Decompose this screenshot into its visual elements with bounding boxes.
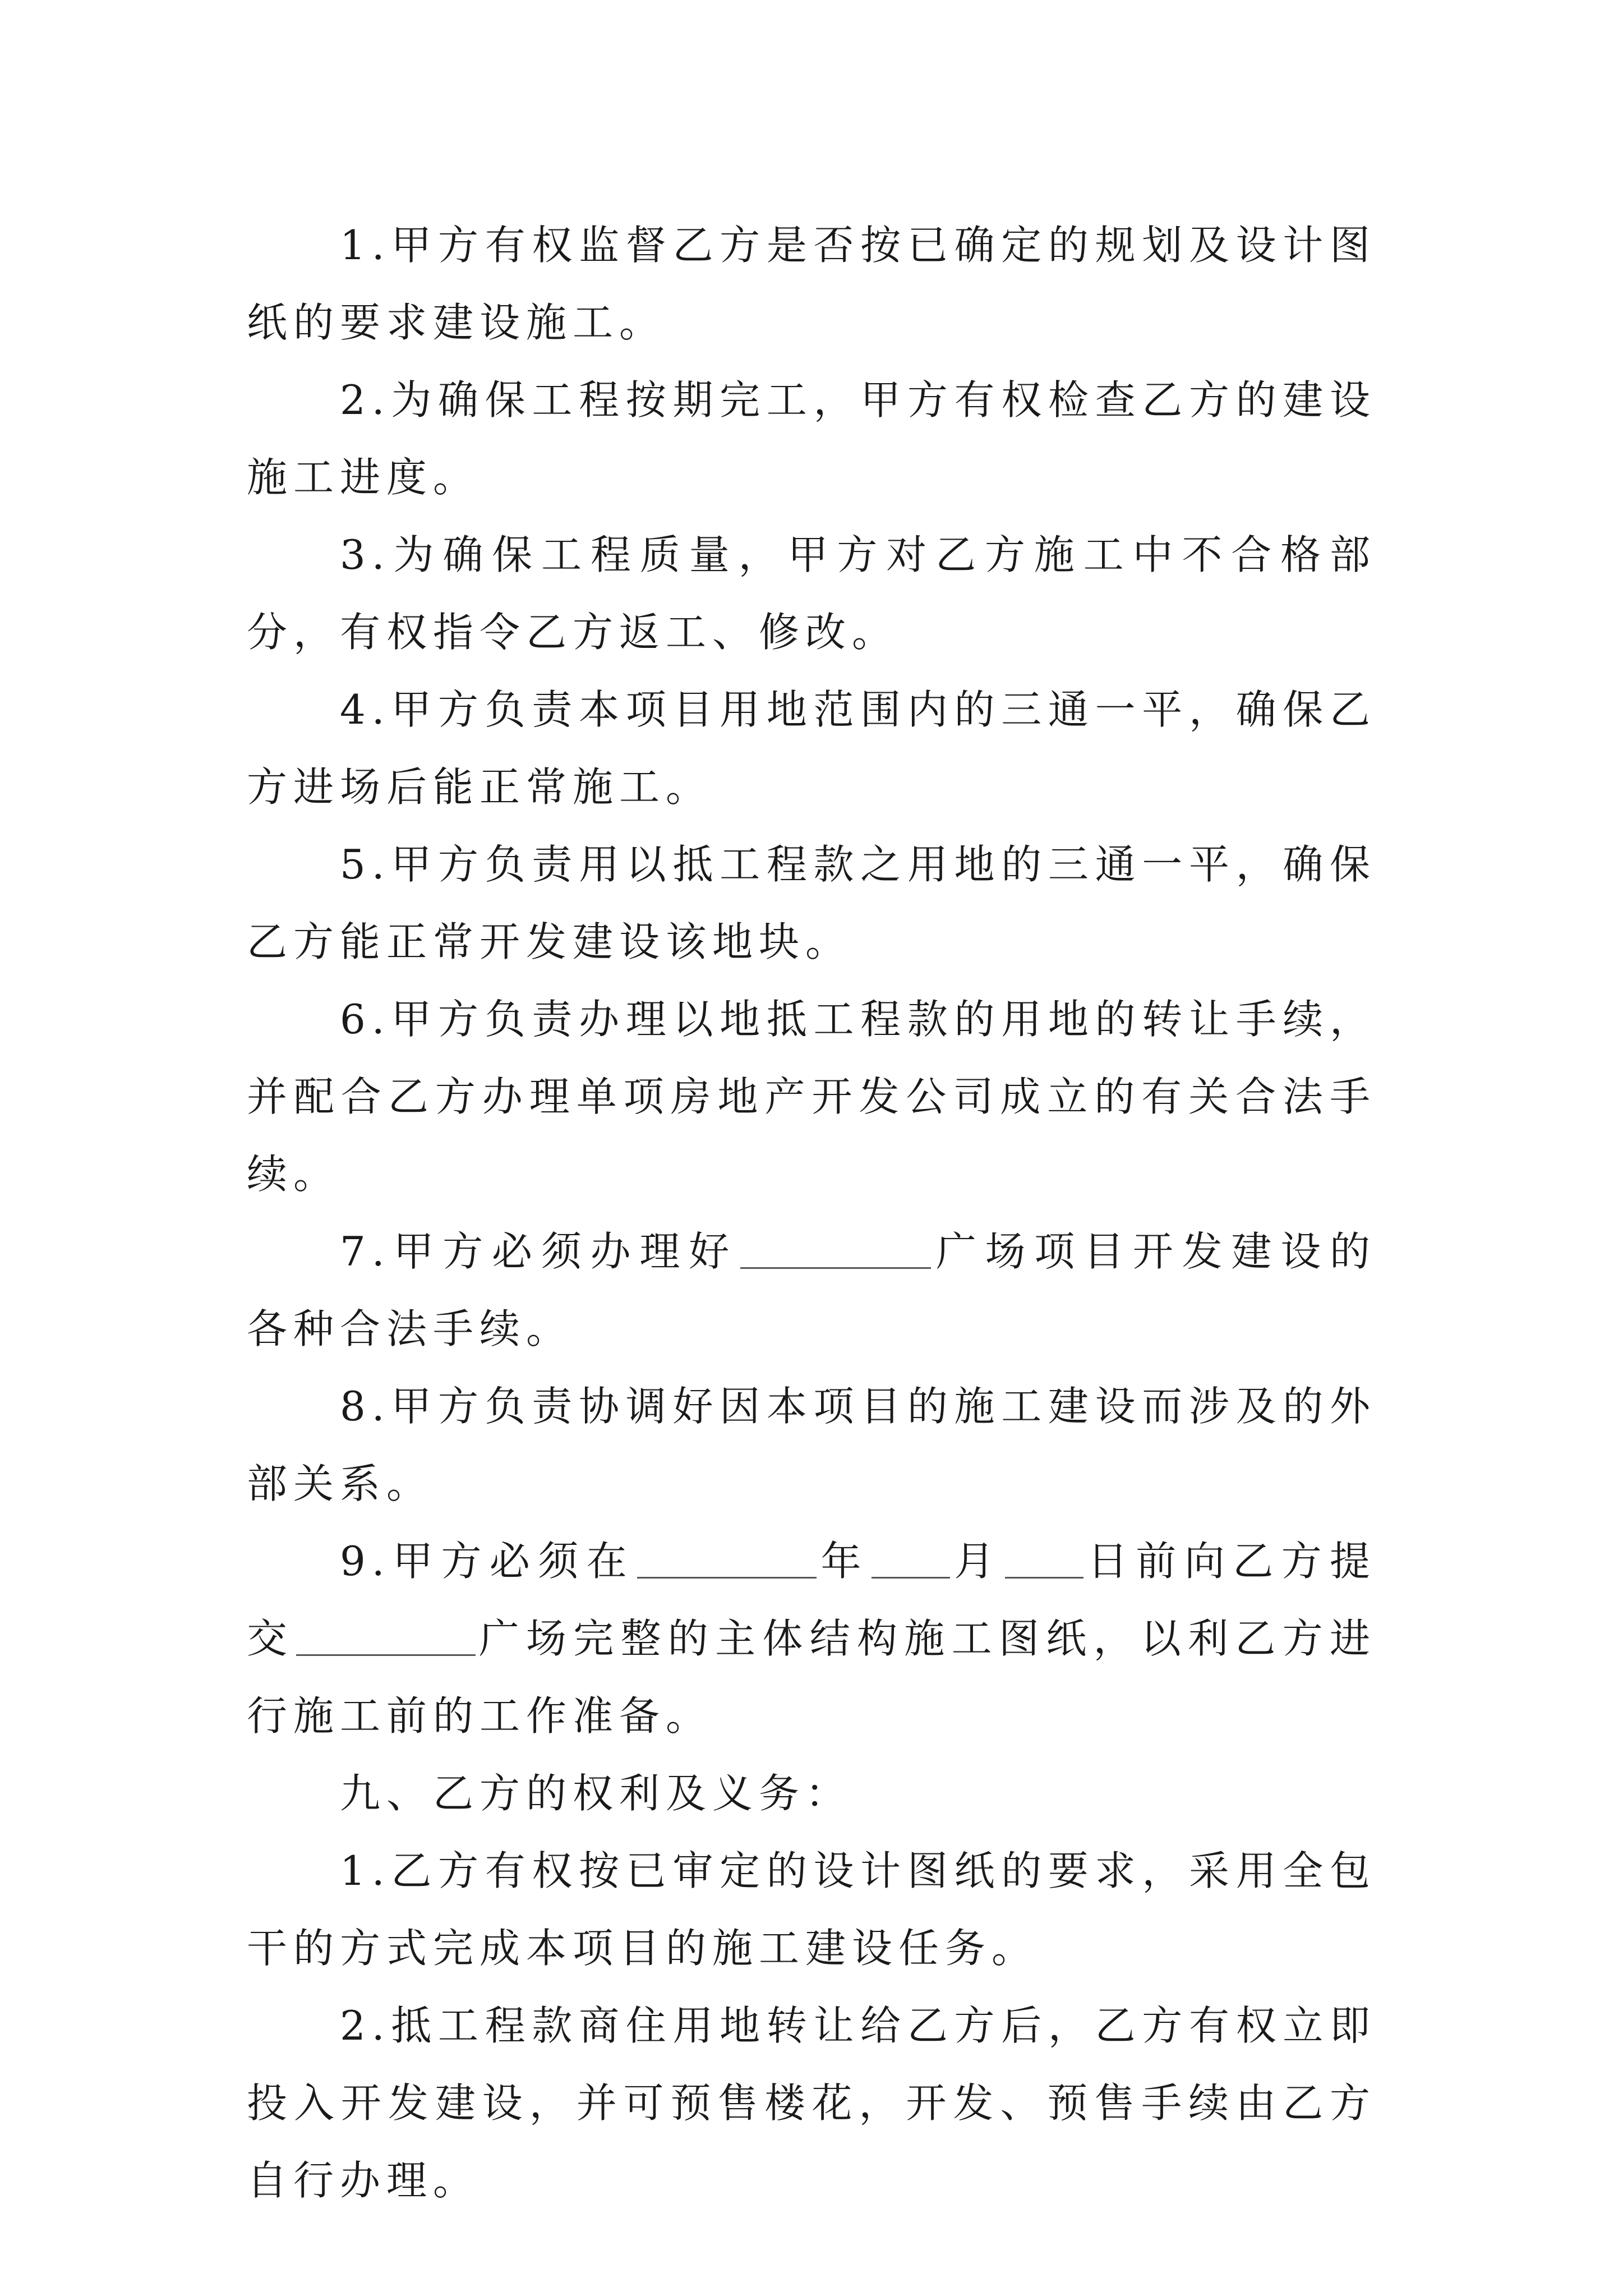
clause-text: 9.甲方必须在 [340, 1538, 635, 1585]
clause-text: 2.抵工程款商住用地转让给乙方后，乙方有权立即投入开发建设，并可预售楼花，开发、预售手续由乙方自行办理。 [247, 2002, 1376, 2204]
clause-text: 5.甲方负责用以抵工程款之用地的三通一平，确保乙方能正常开发建设该地块。 [247, 841, 1376, 965]
fill-in-blank[interactable] [740, 1234, 931, 1269]
section-heading [247, 1755, 1376, 1832]
clause-text: 3.为确保工程质量，甲方对乙方施工中不合格部分，有权指令乙方返工、修改。 [247, 531, 1376, 656]
clause-paragraph [247, 206, 1376, 361]
fill-in-blank[interactable] [296, 1621, 476, 1656]
clause-text: 年 [819, 1538, 869, 1585]
clause-text: 1.甲方有权监督乙方是否按已确定的规划及设计图纸的要求建设施工。 [247, 222, 1376, 346]
clause-paragraph [247, 361, 1376, 516]
clause-paragraph [247, 1213, 1376, 1368]
clause-text: 月 [952, 1538, 1003, 1585]
clause-text: 广场完整的主体结构施工图纸，以利乙方进行施工前的工作准备。 [247, 1615, 1376, 1740]
clause-text: 6.甲方负责办理以地抵工程款的用地的转让手续，并配合乙方办理单项房地产开发公司成立的有关合法手续。 [247, 996, 1376, 1198]
clause-paragraph [247, 826, 1376, 981]
clause-text: 8.甲方负责协调好因本项目的施工建设而涉及的外部关系。 [247, 1383, 1376, 1507]
clause-text: 日前向乙方提交 [247, 1538, 1376, 1662]
clause-text: 2.为确保工程按期完工，甲方有权检查乙方的建设施工进度。 [247, 376, 1376, 501]
clause-paragraph [247, 981, 1376, 1213]
clause-paragraph [247, 1987, 1376, 2219]
clause-paragraph [247, 1832, 1376, 1987]
clause-text: 广场项目开发建设的各种合法手续。 [247, 1228, 1376, 1352]
clause-paragraph [247, 671, 1376, 826]
clause-text: 4.甲方负责本项目用地范围内的三通一平，确保乙方进场后能正常施工。 [247, 686, 1376, 811]
clause-paragraph [247, 1522, 1376, 1755]
clause-paragraph [247, 1368, 1376, 1522]
document-body [247, 206, 1376, 2219]
month-blank[interactable] [872, 1543, 950, 1579]
clause-paragraph [247, 516, 1376, 671]
clause-text: 7.甲方必须办理好 [340, 1228, 738, 1275]
year-blank[interactable] [637, 1543, 817, 1579]
day-blank[interactable] [1005, 1543, 1083, 1579]
section-heading-text: 九、乙方的权利及义务： [340, 1770, 852, 1817]
clause-text: 1.乙方有权按已审定的设计图纸的要求，采用全包干的方式完成本项目的施工建设任务。 [247, 1847, 1376, 1972]
